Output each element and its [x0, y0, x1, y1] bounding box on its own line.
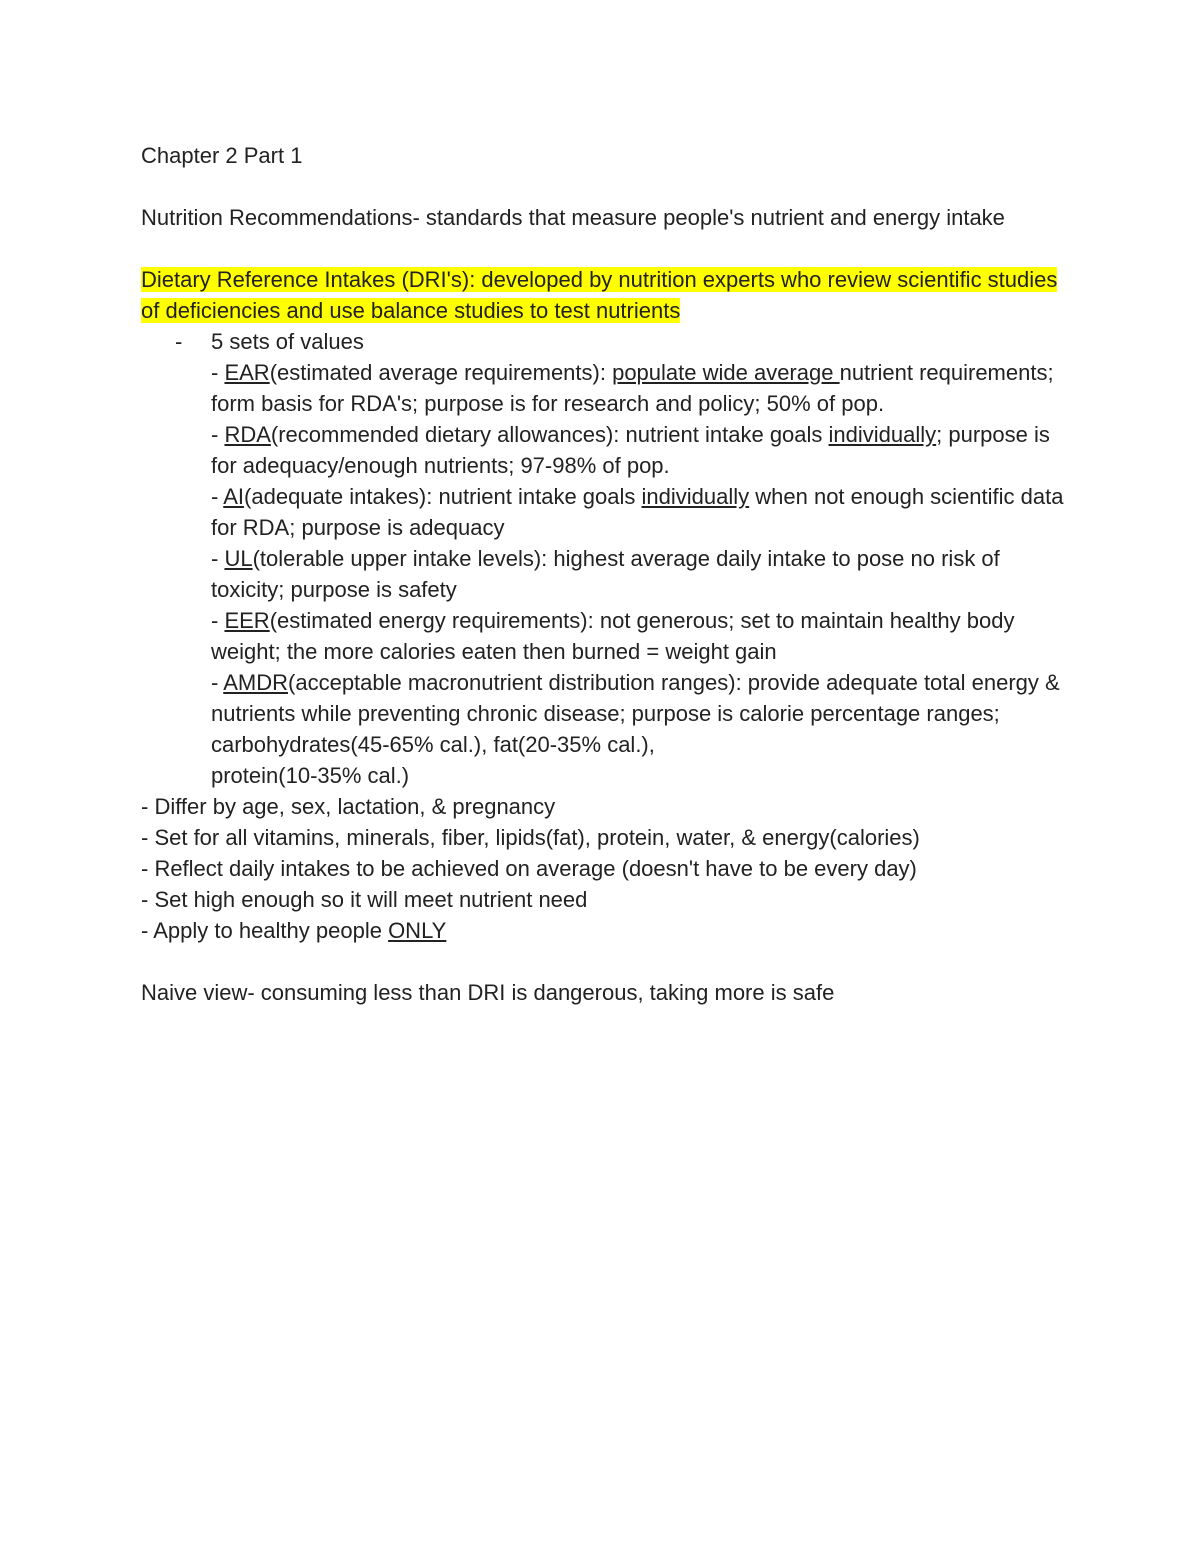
- last-bullet-text: - Apply to healthy people: [141, 918, 389, 943]
- term-amdr: AMDR: [223, 670, 289, 695]
- list-item: - Differ by age, sex, lactation, & pregnancy: [141, 794, 556, 819]
- entry-dash: -: [211, 360, 225, 385]
- sets-of-values: [141, 326, 1071, 357]
- ear-def-1: (estimated average requirements):: [269, 360, 613, 385]
- entry-dash: -: [211, 670, 224, 695]
- spacer: [141, 171, 1071, 202]
- ai-underlined: individually: [641, 484, 750, 509]
- term-ai: AI: [223, 484, 245, 509]
- spacer: [141, 233, 1071, 264]
- entry-eer: [141, 605, 1071, 667]
- ul-def-1: (tolerable upper intake levels): highest average daily intake to pose no risk of toxicity; purpose is safety: [211, 546, 1000, 602]
- term-ul: UL: [224, 546, 253, 571]
- list-item: - Set high enough so it will meet nutrient need: [141, 887, 588, 912]
- rda-def-2: ; purpose is for adequacy/enough nutrients; 97-98% of pop.: [211, 422, 1050, 478]
- naive-view-paragraph: Naive view- consuming less than DRI is dangerous, taking more is safe: [141, 980, 835, 1005]
- rda-underlined: individually: [828, 422, 937, 447]
- document-page: [141, 140, 1071, 1008]
- sets-label: 5 sets of values: [211, 329, 364, 354]
- only-underlined: ONLY: [388, 918, 447, 943]
- list-item-healthy-only: [141, 915, 1071, 946]
- intro-paragraph: Nutrition Recommendations- standards that measure people's nutrient and energy intake: [141, 205, 1005, 230]
- list-item: - Set for all vitamins, minerals, fiber, lipids(fat), protein, water, & energy(calories): [141, 825, 920, 850]
- entry-ear: [141, 357, 1071, 419]
- page-title: Chapter 2 Part 1: [141, 143, 303, 168]
- rda-def-1: (recommended dietary allowances): nutrient intake goals: [270, 422, 829, 447]
- term-eer: EER: [224, 608, 270, 633]
- ear-def-2: nutrient requirements; form basis for RDA's; purpose is for research and policy; 50% of pop.: [211, 360, 1054, 416]
- amdr-def-1: (acceptable macronutrient distribution ranges): provide adequate total energy & nutrients while preventing chronic disease; purpose is calorie percentage ranges; carbohydrates(45-65% cal.), fat(20-35% cal.),: [211, 670, 1060, 757]
- entry-dash: -: [211, 484, 224, 509]
- entry-rda: [141, 419, 1071, 481]
- term-ear: EAR: [224, 360, 270, 385]
- entry-amdr: [141, 667, 1071, 791]
- spacer: [141, 946, 1071, 977]
- amdr-def-2: protein(10-35% cal.): [211, 763, 410, 788]
- eer-def-1: (estimated energy requirements): not generous; set to maintain healthy body weight; the more calories eaten then burned = weight gain: [211, 608, 1015, 664]
- dri-heading: [141, 264, 1071, 326]
- dri-highlight: Dietary Reference Intakes (DRI's): developed by nutrition experts who review scientific studies of deficiencies and use balance studies to test nutrients: [141, 267, 1058, 323]
- entry-dash: -: [211, 546, 225, 571]
- entry-ai: [141, 481, 1071, 543]
- entry-dash: -: [211, 422, 225, 447]
- list-item: - Reflect daily intakes to be achieved on average (doesn't have to be every day): [141, 856, 917, 881]
- entry-ul: [141, 543, 1071, 605]
- term-rda: RDA: [224, 422, 271, 447]
- list-dash: -: [175, 329, 183, 354]
- ai-def-1: (adequate intakes): nutrient intake goals: [244, 484, 642, 509]
- ear-underlined: populate wide average: [612, 360, 840, 385]
- ai-def-2: when not enough scientific data for RDA; purpose is adequacy: [211, 484, 1064, 540]
- entry-dash: -: [211, 608, 225, 633]
